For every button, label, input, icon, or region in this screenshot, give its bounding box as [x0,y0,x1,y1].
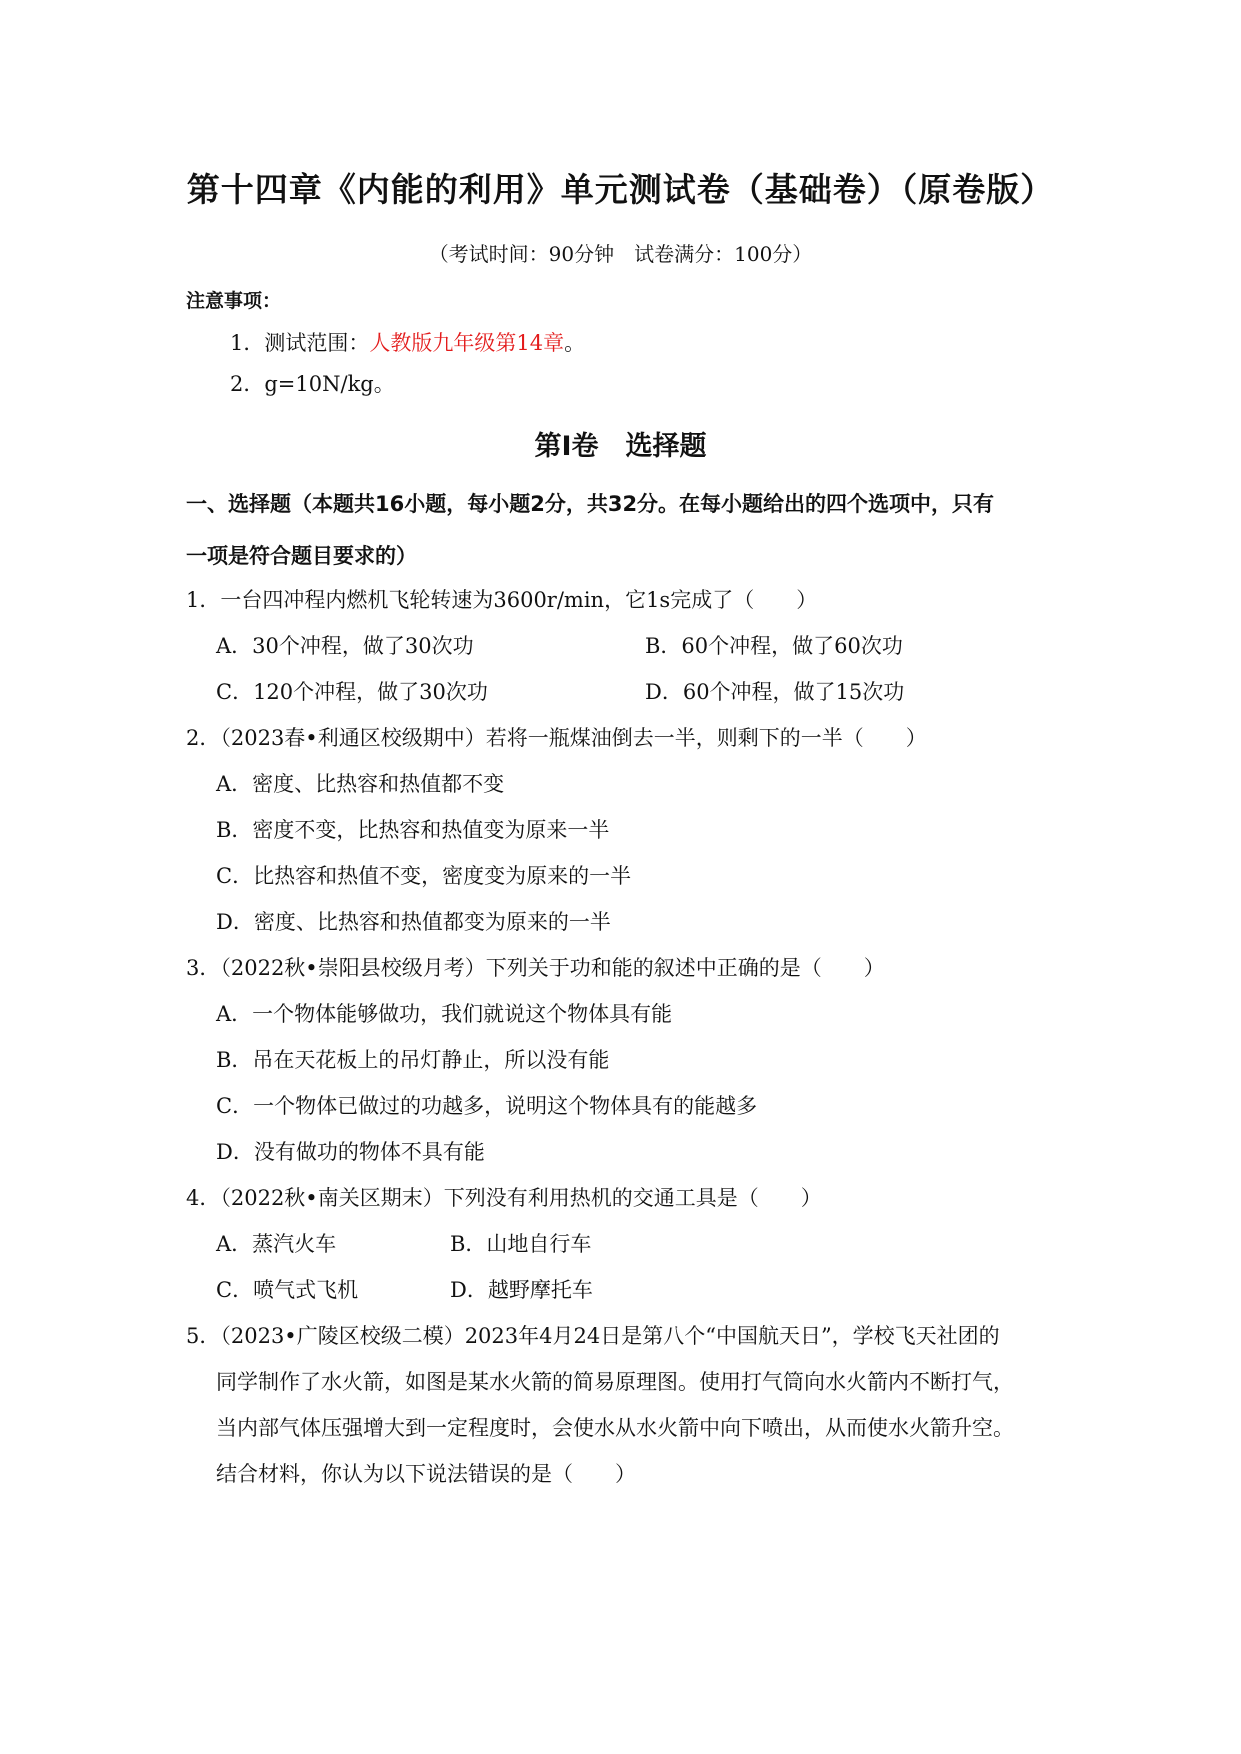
question-4-option-d: D．越野摩托车 [450,1278,593,1302]
question-3-stem: 3．（2022秋•崇阳县校级月考）下列关于功和能的叙述中正确的是（ ） [186,956,885,980]
notice-item-1: 1．测试范围：人教版九年级第14章。 [230,331,586,355]
question-4-stem: 4．（2022秋•南关区期末）下列没有利用热机的交通工具是（ ） [186,1186,822,1210]
question-1-option-a: A．30个冲程，做了30次功 [216,634,474,658]
part-heading: 一、选择题（本题共16小题，每小题2分，共32分。在每小题给出的四个选项中，只有 [186,492,995,516]
question-3-option-d: D．没有做功的物体不具有能 [216,1140,485,1164]
question-2-option-d: D．密度、比热容和热值都变为原来的一半 [216,910,611,934]
question-1-option-b: B．60个冲程，做了60次功 [645,634,903,658]
notice-heading: 注意事项： [186,290,282,312]
question-3-option-a: A．一个物体能够做功，我们就说这个物体具有能 [216,1002,673,1026]
question-1-stem: 1．一台四冲程内燃机飞轮转速为3600r/min，它1s完成了（ ） [186,588,818,612]
question-5-stem: 5．（2023•广陵区校级二模）2023年4月24日是第八个“中国航天日”，学校飞天社团的 [186,1324,1000,1348]
question-1-option-d: D．60个冲程，做了15次功 [645,680,905,704]
question-5-line-2: 同学制作了水火箭，如图是某水火箭的简易原理图。使用打气筒向水火箭内不断打气， [216,1370,1014,1394]
question-3-option-b: B．吊在天花板上的吊灯静止，所以没有能 [216,1048,610,1072]
question-5-line-4: 结合材料，你认为以下说法错误的是（ ） [216,1462,636,1486]
question-2-option-c: C．比热容和热值不变，密度变为原来的一半 [216,864,632,888]
question-1-option-c: C．120个冲程，做了30次功 [216,680,488,704]
page-title: 第十四章《内能的利用》单元测试卷（基础卷）（原卷版） [186,170,1055,209]
question-2-option-a: A．密度、比热容和热值都不变 [216,772,505,796]
exam-info: （考试时间：90分钟 试卷满分：100分） [428,242,813,266]
notice-item-2: 2．g=10N/kg。 [230,372,395,396]
question-4-option-b: B．山地自行车 [450,1232,592,1256]
test-scope: 人教版九年级第14章 [369,331,565,355]
question-2-option-b: B．密度不变，比热容和热值变为原来一半 [216,818,610,842]
part-heading-cont: 一项是符合题目要求的） [186,544,417,568]
question-4-option-c: C．喷气式飞机 [216,1278,359,1302]
question-2-stem: 2．（2023春•利通区校级期中）若将一瓶煤油倒去一半，则剩下的一半（ ） [186,726,927,750]
section-title: 第Ⅰ卷 选择题 [534,431,707,462]
question-5-line-3: 当内部气体压强增大到一定程度时，会使水从水火箭中向下喷出，从而使水火箭升空。 [216,1416,1014,1440]
question-3-option-c: C．一个物体已做过的功越多，说明这个物体具有的能越多 [216,1094,758,1118]
question-4-option-a: A．蒸汽火车 [216,1232,337,1256]
